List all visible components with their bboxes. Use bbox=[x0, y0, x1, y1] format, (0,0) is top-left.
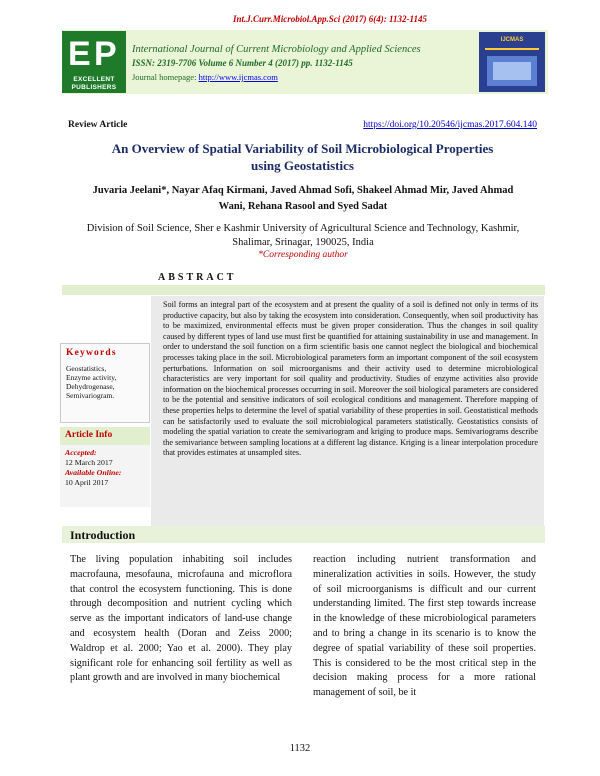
issn-line: ISSN: 2319-7706 Volume 6 Number 4 (2017) pp. 1132-1145 bbox=[132, 58, 353, 68]
logo-text-line2: PUBLISHERS bbox=[71, 84, 117, 91]
journal-cover-thumbnail bbox=[479, 32, 545, 92]
logo-letter-p: P bbox=[94, 35, 117, 73]
intro-column-left: The living population inhabiting soil includes macrofauna, mesofauna, microfauna and microflora that control the ecosystem functioning. This is done through decomposition and nutrient cycling which serve as the important indicators of land-use change and ecosystem health (Doran and Zeiss 2000; Waldrop et al. 2000; Yao et al. 2000). They play significant role for enhancing soil fertility as well as plant growth and are involved in many biochemical bbox=[70, 554, 292, 684]
intro-column-right: reaction including nutrient transformation and mineralization activities in soils. However, the study of soil microorganisms is difficult and our current understanding limited. The first step towards increase in the knowledge of these microbiological parameters and to bring a change in its scenario is to know the degree of spatial variability of these soil properties. This is considered to be the most critical step in the decision making process for a more rational management of soil, be it bbox=[313, 554, 536, 699]
keyword-item: Dehydrogenase, bbox=[66, 382, 115, 391]
article-title: An Overview of Spatial Variability of Soil Microbiological Properties using Geostatistics bbox=[111, 141, 494, 173]
homepage-link[interactable]: http://www.ijcmas.com bbox=[198, 72, 278, 82]
keyword-item: Geostatistics, bbox=[66, 364, 107, 373]
article-info-heading: Article Info bbox=[60, 427, 150, 445]
introduction-heading: Introduction bbox=[70, 528, 136, 542]
cover-graphic-inner bbox=[493, 62, 531, 80]
article-sidebar bbox=[60, 343, 150, 507]
corresponding-author-note: *Corresponding author bbox=[258, 250, 348, 260]
cover-stripe bbox=[485, 48, 539, 50]
keyword-item: Enzyme activity, bbox=[66, 373, 117, 382]
cover-title: IJCMAS bbox=[500, 37, 524, 43]
abstract-text: Soil forms an integral part of the ecosystem and at present the quality of a soil is defined not only in terms of its productive capacity, but also by taking the ecosystem into consideration. Consequently, when soil productivity has to be maximized, environmental effects must be given proper consideration. Thus the changes in soil quality caused by different types of land use must first be quantified for attaining sustainability in use and management. In order to understand the soil function on a firm scientific basis one cannot neglect the biological and biochemical processes taking place in the soil. Microbiological parameters form an important component of the soil ecosystem perturbations. Information on soil microorganisms and their activity used to determine microbiological characteristics are very important for soil quality and productivity. Studies of enzyme activities also provide information on the biochemical processes occurring in soil. Moreover the soil biological parameters are considered to be the potential and sensitive indicators of soil ecological conditions and management. Therefore mapping of these properties helps to determine the level of spatial variability of these properties in soil. Geostatistical methods can be satisfactorily used to evaluate the soil microbiological parameters statistically. Geostatistics consists of modeling the spatial variation to create the semivariogram and kriging to produce maps. Semivariograms describe the semivariance between sampling locations at a different lag distance. Kriging is a linear interpolation procedure that provides estimates at unsampled sites. bbox=[163, 300, 538, 458]
page-number: 1132 bbox=[289, 743, 311, 754]
accepted-date: 12 March 2017 bbox=[65, 458, 113, 467]
keyword-item: Semivariogram. bbox=[66, 391, 115, 400]
doi-link[interactable]: https://doi.org/10.20546/ijcmas.2017.604.140 bbox=[363, 120, 537, 130]
article-type: Review Article bbox=[68, 120, 128, 130]
abstract-heading: ABSTRACT bbox=[158, 272, 237, 283]
abstract-box bbox=[151, 296, 544, 526]
logo-letter-e: E bbox=[68, 35, 91, 73]
running-head: Int.J.Curr.Microbiol.App.Sci (2017) 6(4): 1132-1145 bbox=[232, 14, 428, 24]
online-label: Available Online: bbox=[65, 468, 122, 477]
publisher-logo bbox=[62, 31, 126, 93]
journal-homepage bbox=[132, 72, 278, 82]
author-list: Juvaria Jeelani*, Nayar Afaq Kirmani, Javed Ahmad Sofi, Shakeel Ahmad Mir, Javed Ahmad Wani, Rehana Rasool and Syed Sadat bbox=[92, 185, 514, 212]
abstract-header-rule bbox=[62, 285, 545, 295]
keywords-box bbox=[60, 343, 150, 423]
journal-name: International Journal of Current Microbiology and Applied Sciences bbox=[132, 44, 421, 55]
accepted-label: Accepted: bbox=[65, 448, 97, 457]
article-info-box bbox=[60, 445, 150, 507]
affiliation: Division of Soil Science, Sher e Kashmir University of Agricultural Science and Technology, Kashmir, Shalimar, Srinagar, 190025, India bbox=[86, 223, 520, 248]
keywords-heading: Keywords bbox=[66, 348, 117, 358]
online-date: 10 April 2017 bbox=[65, 478, 109, 487]
homepage-label: Journal homepage: bbox=[132, 72, 199, 82]
logo-text-line1: EXCELLENT bbox=[73, 76, 115, 83]
